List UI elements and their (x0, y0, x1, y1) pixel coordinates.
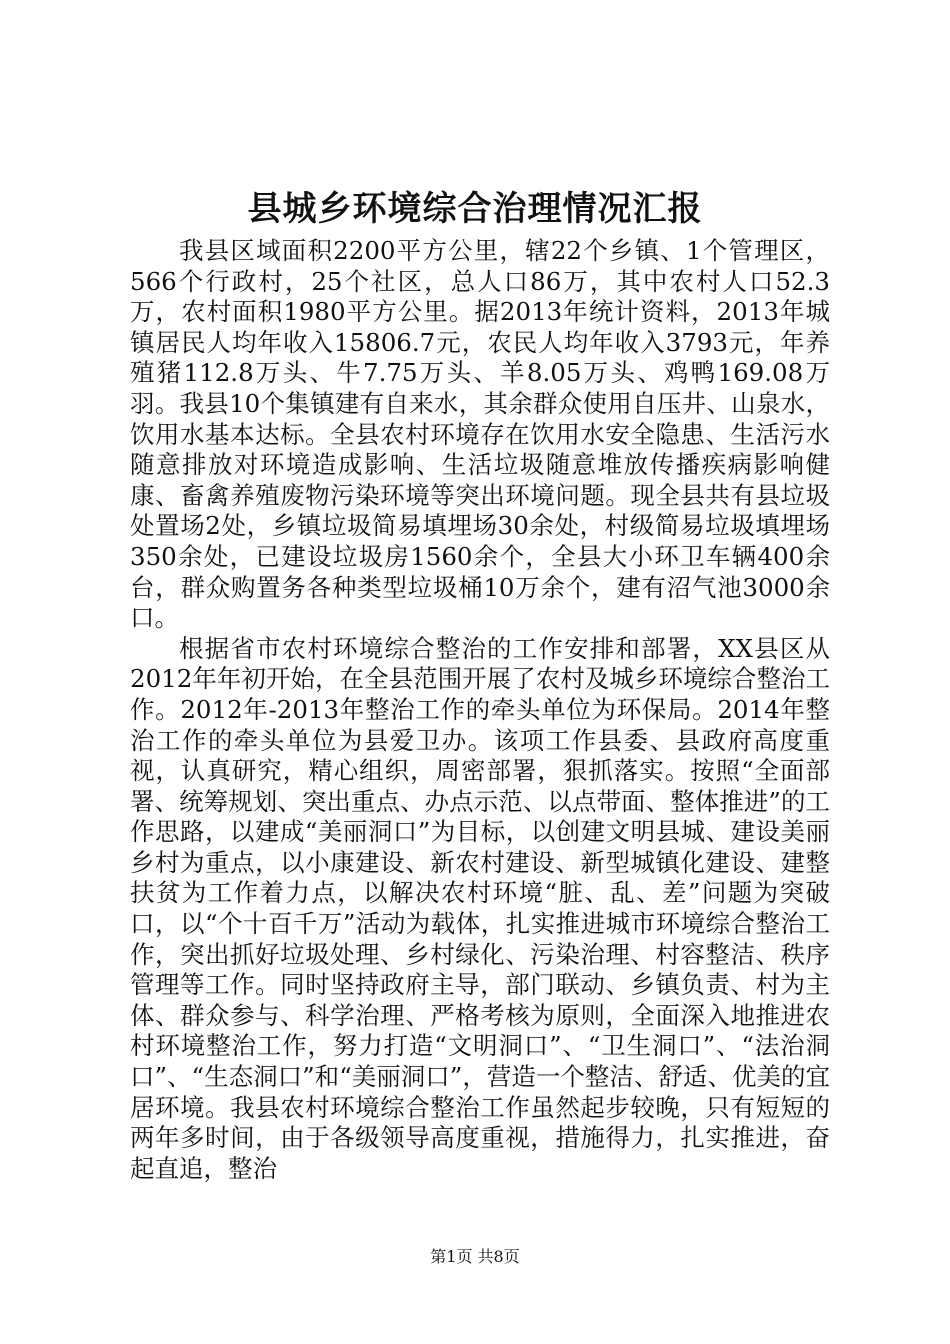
document-title: 县城乡环境综合治理情况汇报 (247, 189, 703, 229)
paragraph-overview: 我县区域面积2200平方公里，辖22个乡镇、1个管理区，566个行政村，25个社区，总人口86万，其中农村人口52.3万，农村面积1980平方公里。据2013年统计资料，2013年城镇居民人均年收入15806.7元，农民人均年收入3793元，年养殖猪112.8万头、牛7.75万头、羊8.05万头、鸡鸭169.08万羽。我县10个集镇建有自来水，其余群众使用自压井、山泉水，饮用水基本达标。全县农村环境存在饮用水安全隐患、生活污水随意排放对环境造成影响、生活垃圾随意堆放传播疾病影响健康、畜禽养殖废物污染环境等突出环境问题。现全县共有县垃圾处置场2处，乡镇垃圾简易填埋场30余处，村级简易垃圾填埋场350余处，已建设垃圾房1560余个，全县大小环卫车辆400余台，群众购置务各种类型垃圾桶10万余个，建有沼气池3000余口。 (130, 236, 830, 633)
paragraph-work-arrangement: 根据省市农村环境综合整治的工作安排和部署，XX县区从2012年年初开始，在全县范围开展了农村及城乡环境综合整治工作。2012年-2013年整治工作的牵头单位为环保局。2014年整治工作的牵头单位为县爱卫办。该项工作县委、县政府高度重视，认真研究，精心组织，周密部署，狠抓落实。按照“全面部署、统筹规划、突出重点、办点示范、以点带面、整体推进”的工作思路，以建成“美丽洞口”为目标，以创建文明县城、建设美丽乡村为重点，以小康建设、新农村建设、新型城镇化建设、建整扶贫为工作着力点，以解决农村环境“脏、乱、差”问题为突破口，以“个十百千万”活动为载体，扎实推进城市环境综合整治工作，突出抓好垃圾处理、乡村绿化、污染治理、村容整洁、秩序管理等工作。同时坚持政府主导，部门联动、乡镇负责、村为主体、群众参与、科学治理、严格考核为原则，全面深入地推进农村环境整治工作，努力打造“文明洞口”、“卫生洞口”、“法治洞口”、“生态洞口”和“美丽洞口”，营造一个整洁、舒适、优美的宜居环境。我县农村环境综合整治工作虽然起步较晚，只有短短的两年多时间，由于各级领导高度重视，措施得力，扎实推进，奋起直追，整治 (130, 633, 830, 1183)
document-body (130, 236, 830, 1184)
page-footer: 第1页 共8页 (430, 1247, 520, 1266)
